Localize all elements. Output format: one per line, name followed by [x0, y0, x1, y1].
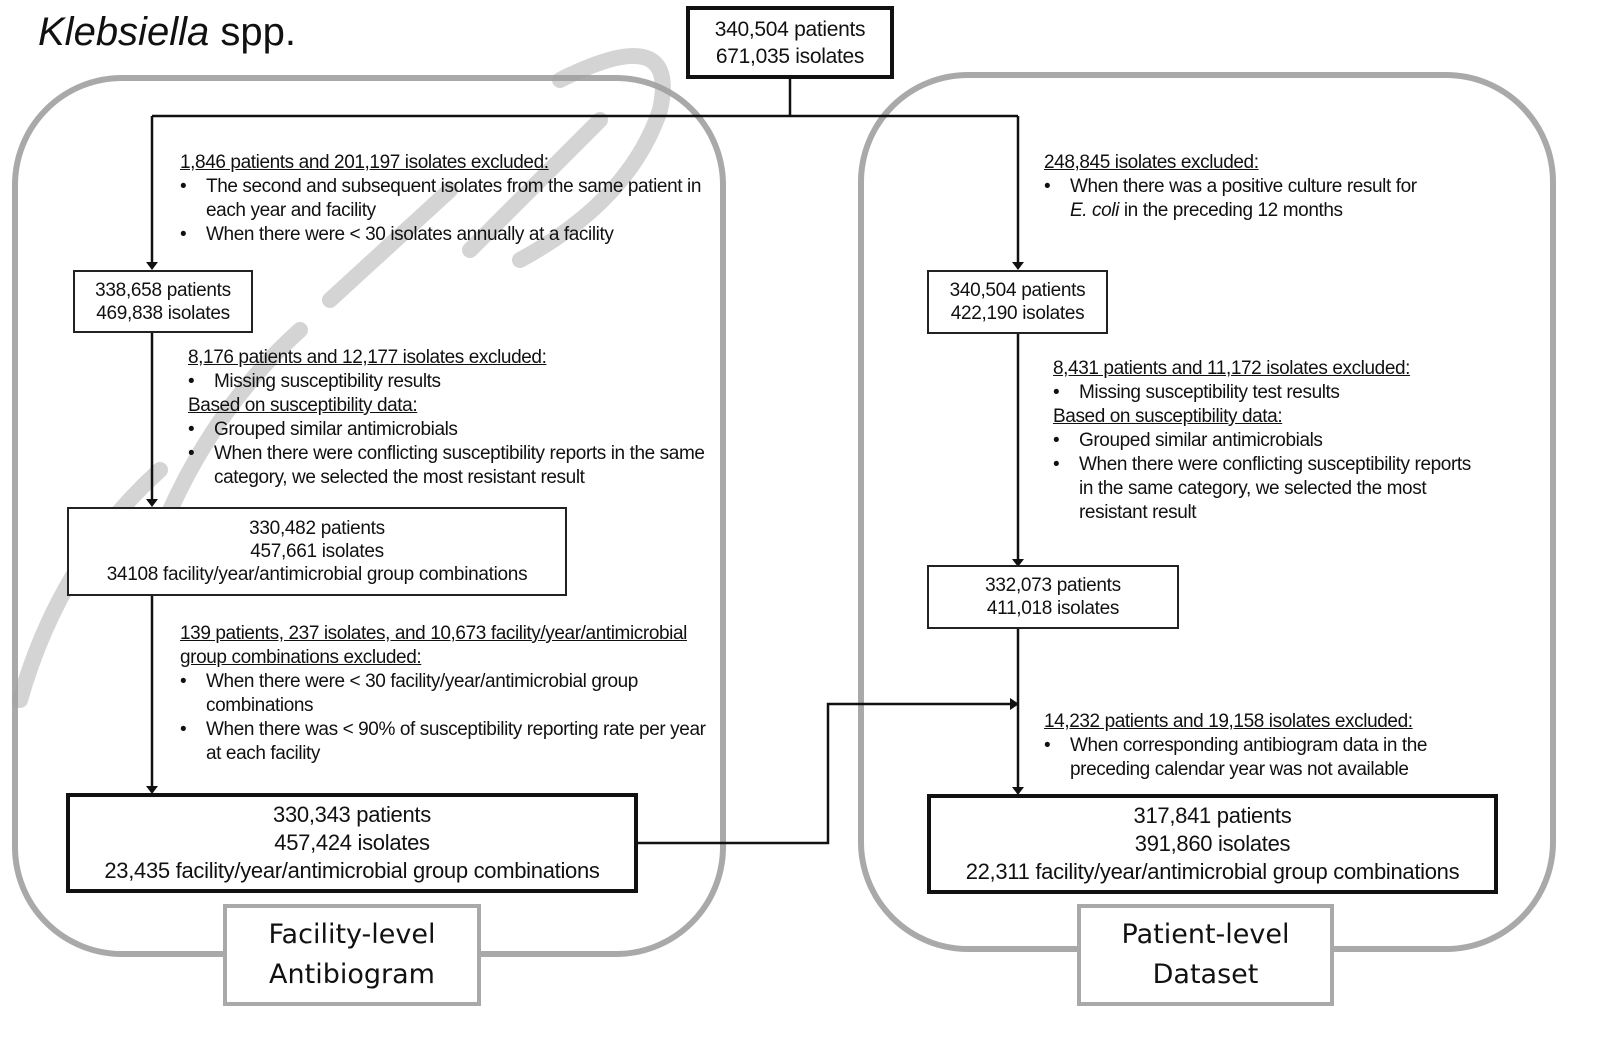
left-box-final	[66, 793, 638, 893]
note-heading: 139 patients, 237 isolates, and 10,673 facility/year/antimicrobial group combinations excluded:	[180, 623, 687, 668]
note-heading: 1,846 patients and 201,197 isolates excluded:	[180, 152, 549, 173]
box-line: 338,658 patients	[95, 279, 231, 301]
box-line: 23,435 facility/year/antimicrobial group combinations	[104, 858, 600, 883]
exclusion-note	[1053, 357, 1493, 525]
note-bullet: • When there was < 90% of susceptibility reporting rate per year at each facility	[206, 718, 710, 766]
note-bullet: • When there were < 30 facility/year/antimicrobial group combinations	[206, 670, 710, 718]
exclusion-note	[180, 622, 710, 766]
diagram-title	[38, 10, 296, 55]
note-bullet: • Missing susceptibility results	[214, 370, 768, 394]
box-line: 330,482 patients	[249, 518, 385, 539]
exclusion-note	[180, 151, 710, 247]
note-bullet: • When corresponding antibiogram data in the preceding calendar year was not available	[1070, 734, 1500, 782]
exclusion-note	[1044, 151, 1504, 223]
label-line: Facility-level	[268, 919, 436, 950]
organism-name: E. coli	[1070, 200, 1119, 221]
box-line: 457,661 isolates	[250, 541, 384, 562]
left-box-1	[73, 270, 253, 333]
box-line: 317,841 patients	[1133, 803, 1292, 828]
right-box-1	[927, 270, 1108, 334]
note-heading: 248,845 isolates excluded:	[1044, 152, 1259, 173]
box-line: 22,311 facility/year/antimicrobial group combinations	[965, 859, 1460, 884]
left-box-2	[67, 507, 567, 596]
facility-level-label	[223, 904, 481, 1006]
box-line: 391,860 isolates	[1134, 831, 1291, 856]
arrowhead	[146, 262, 158, 270]
top-box	[686, 6, 894, 79]
exclusion-note	[188, 346, 768, 490]
box-line: 340,504 patients	[949, 280, 1086, 301]
bullet-text: in the preceding 12 months	[1118, 200, 1343, 221]
right-box-final	[927, 794, 1498, 894]
box-line: 422,190 isolates	[950, 303, 1085, 324]
box-line: 340,504 patients	[714, 17, 866, 41]
note-bullet: • Grouped similar antimicrobials	[214, 418, 734, 442]
box-line: 457,424 isolates	[274, 830, 430, 855]
right-box-2	[927, 565, 1179, 629]
note-subheading: Based on susceptibility data:	[188, 395, 418, 416]
arrowhead	[1012, 262, 1024, 270]
box-line: 411,018 isolates	[986, 598, 1120, 619]
patient-level-label	[1077, 904, 1334, 1006]
box-line: 330,343 patients	[273, 802, 431, 827]
note-bullet: • When there were conflicting susceptibility reports in the same category, we selected the most resistant result	[214, 442, 734, 490]
note-bullet: • When there were < 30 isolates annually at a facility	[206, 223, 710, 247]
note-bullet: • Missing susceptibility test results	[1079, 381, 1493, 405]
box-line: 34108 facility/year/antimicrobial group combinations	[106, 564, 528, 585]
note-heading: 14,232 patients and 19,158 isolates excluded:	[1044, 711, 1413, 732]
label-line: Patient-level	[1121, 919, 1290, 950]
bullet-text: When there was a positive culture result for	[1070, 176, 1417, 197]
box-line: 671,035 isolates	[715, 44, 865, 68]
note-subheading: Based on susceptibility data:	[1053, 406, 1283, 427]
note-bullet	[1070, 175, 1504, 223]
note-heading: 8,176 patients and 12,177 isolates excluded:	[188, 347, 547, 368]
note-heading: 8,431 patients and 11,172 isolates excluded:	[1053, 358, 1411, 379]
note-bullet: • Grouped similar antimicrobials	[1079, 429, 1489, 453]
label-line: Antibiogram	[269, 959, 435, 990]
box-line: 469,838 isolates	[96, 302, 230, 324]
note-bullet: • The second and subsequent isolates from the same patient in each year and facility	[206, 175, 710, 223]
box-line: 332,073 patients	[985, 575, 1121, 596]
genus-name: Klebsiella	[38, 10, 210, 54]
arrowhead	[146, 499, 158, 507]
note-bullet: • When there were conflicting susceptibility reports in the same category, we selected the most resistant result	[1079, 453, 1489, 525]
title-suffix: spp.	[209, 10, 296, 54]
label-line: Dataset	[1152, 959, 1259, 990]
exclusion-note	[1044, 710, 1504, 782]
